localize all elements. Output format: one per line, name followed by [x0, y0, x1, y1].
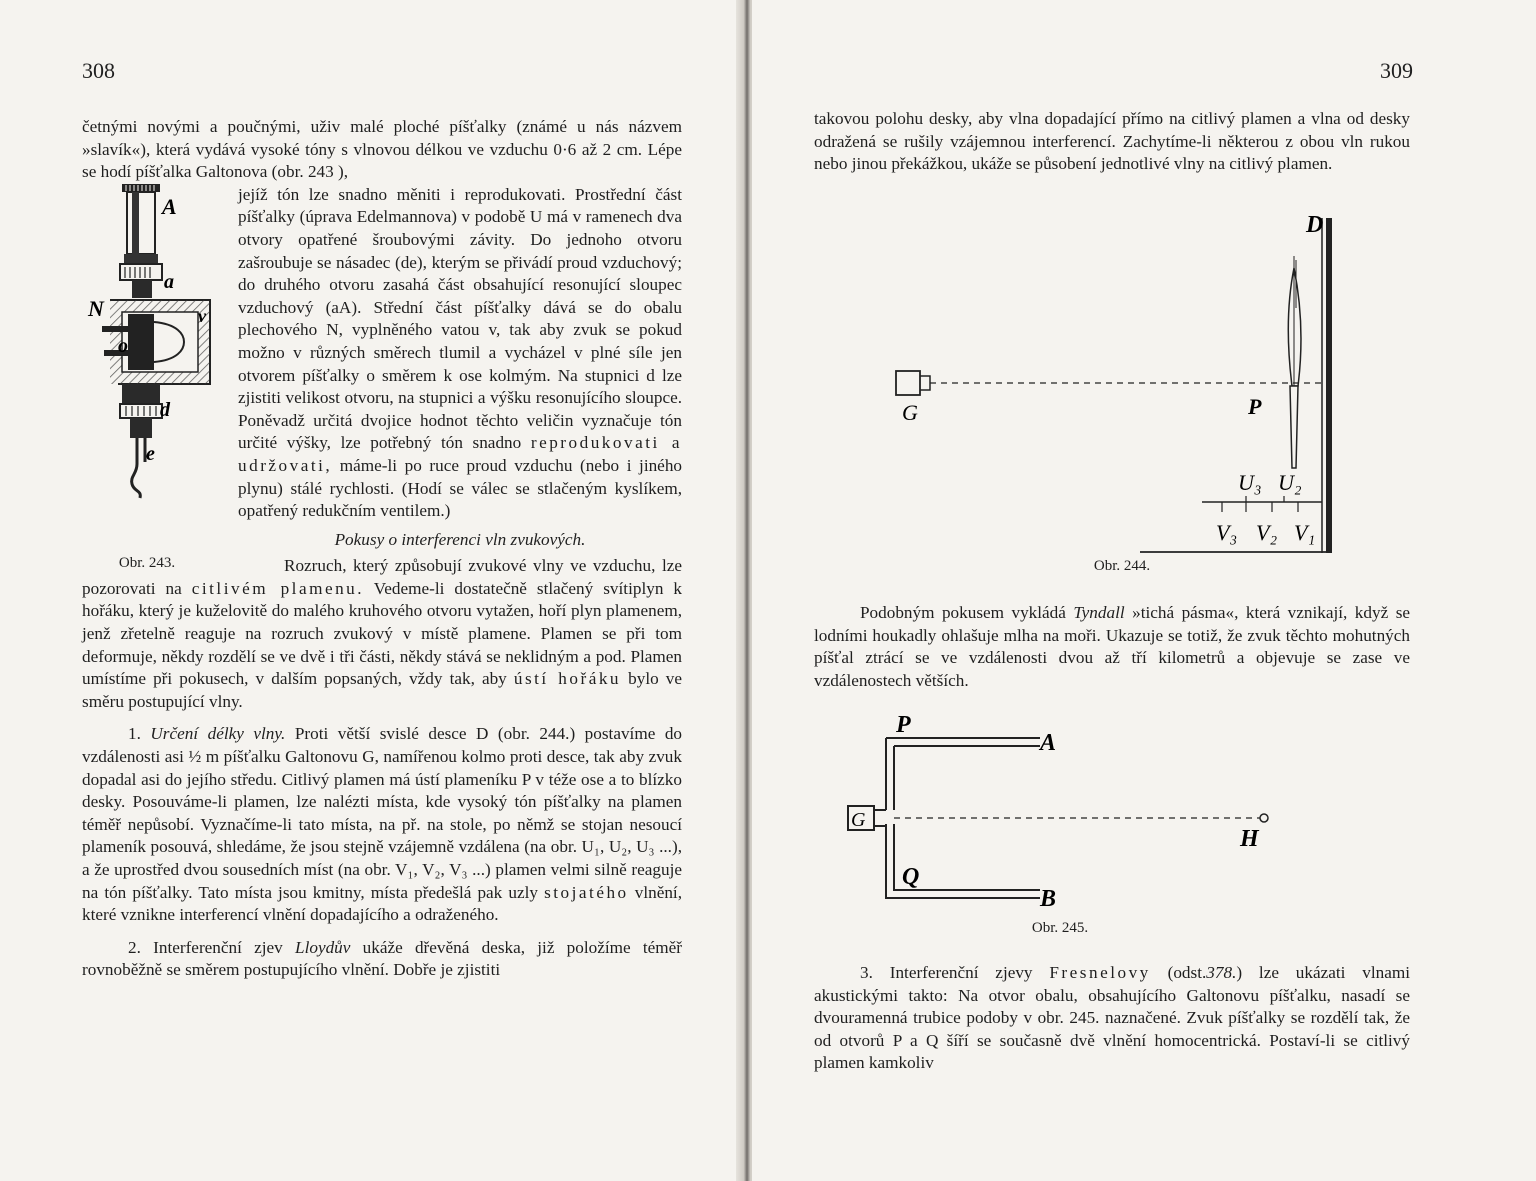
- right-p3-b: (odst.: [1167, 963, 1207, 982]
- right-p2-name: Tyndall: [1073, 603, 1125, 622]
- section-title: Pokusy o interferenci vln zvukových.: [334, 529, 586, 549]
- left-p3-num: 1.: [128, 724, 141, 744]
- label-H-245: H: [1240, 826, 1259, 852]
- figure-245-caption: Obr. 245.: [1031, 920, 1089, 936]
- left-p4-lead: Interferenční zjev: [153, 937, 283, 957]
- standing-wave-setup-drawing: [882, 208, 1352, 553]
- right-p2-b: »tichá pásma«, která vznikají, když se lodními houkadly ohlašuje mlha na moři. Ukazuje se totiž, že zvuk těchto mohutných píšťal ztrácí se ve vzdálenosti dvou až tří kilometrů a objevuje se zase ve vzdálenostech větších.: [814, 603, 1411, 690]
- right-paragraph-1-block: [814, 108, 1410, 176]
- label-U3: U₃: [1238, 470, 1262, 495]
- label-P: P: [1248, 394, 1262, 419]
- left-p3-text: Proti větší svislé desce D (obr. 244.) postavíme do vzdálenosti asi ½ m píšťalku Galtonovu G, namířenou kolmo proti desce, tak aby zvuk dopadal asi do jejího středu. Citlivý plamen má ústí plameníku P v téže ose a to blízko desky. Posouváme-li plamen, lze nalézti místa, kde vysoký tón píšťalky na plamen téměř nepůsobí. Vyznačíme-li tato místa, na př. na stole, po němž se stojan nesoucí plameník posouvá, shledáme, že jsou stejně vzájemně vzdálena (na obr. U₁, U₂, U₃ ...), a že uprostřed dvou sousedních míst (na obr. V₁, V₂, V₃ ...) plamen velmi silně reaguje na tón píšťalky. Tato místa jsou kmitny, místa předešlá pak uzly: [82, 724, 683, 902]
- left-text-block: [82, 116, 682, 982]
- label-V3: V₃: [1216, 520, 1238, 545]
- label-D: D: [1306, 212, 1324, 238]
- right-p3-a: 3. Interferenční zjevy: [860, 963, 1033, 982]
- left-p3-spaced: stojatého: [544, 882, 629, 902]
- label-V2: V₂: [1256, 520, 1278, 545]
- label-d: d: [160, 398, 170, 421]
- left-p2-c: bylo ve směru postupující vlny.: [82, 669, 682, 711]
- left-paragraph-1-wrap: jejíž tón lze snadno měniti i reprodukovati. Prostřední část píšťalky (úprava Edelmannova) v podobě U má v ramenech dva otvory opatřené šroubovými závity. Do jednoho otvoru zašroubuje se násadec (de), kterým se přivádí proud vzduchový; do druhého otvoru zasahá část obsahující resonující sloupec vzduchový (aA). Střední část píšťalky dává se do obalu plechového N, vyplněného vatou v, tak aby zvuk se pokud možno v různých směrech tlumil a vycházel v plné síle jen otvorem píšťalky o směrem k ose kolmým. Na stupnici d lze zjistiti velikost otvoru, na stupnici a výšku resonujícího sloupce. Poněvadž určitá dvojice hodnot těchto veličin vyznačuje tón určité výšky, lze potřebný tón snadno: [238, 184, 682, 453]
- right-p3-spaced: Fresnelovy: [1049, 963, 1151, 982]
- left-spaced-reproduce: reprodukovati a udržovati,: [238, 433, 683, 475]
- label-P-245: P: [896, 712, 911, 738]
- galton-whistle-drawing: [82, 184, 234, 559]
- right-page: [752, 0, 1536, 1181]
- left-p2-b: Vedeme-li dostatečně stlačený svítiplyn k hořáku, který je kuželovitě do malého kruhového otvoru vytažen, hoří plyn plamenem, jenž zřetelně reaguje na rozruch zvukový v místě plamene. Plamen se při tom deformuje, někdy rozdělí se ve dvě i tři části, někdy stává se neklidným a pod. Plamen umístíme při pokusech, v dalším popsaných, vždy tak, aby: [82, 578, 683, 689]
- figure-244: [882, 208, 1352, 580]
- label-A-245: A: [1040, 730, 1057, 756]
- label-V1: V₁: [1294, 520, 1316, 545]
- fresnel-tube-drawing: [840, 712, 1360, 917]
- left-p3-title: Určení délky vlny.: [150, 724, 286, 744]
- figure-244-caption: Obr. 244.: [1093, 558, 1151, 574]
- right-p3-c: ) lze ukázati vlnami akustickými takto: Na otvor obalu, obsahujícího Galtonovu píšťalku, nasadí se dvouramenná trubice podoby v obr. 245. naznačené. Zvuk píšťalky se rozdělí tak, že od otvorů P a Q šíří se současně dvě vlnění homocentrická. Postaví-li se citlivý plamen kamkoliv: [814, 963, 1410, 1073]
- left-p3-after: vlnění, které vznikne interferencí vlnění dopadajícího a odraženého.: [82, 882, 683, 925]
- label-G: G: [902, 400, 918, 425]
- left-paragraph-1-after: máme-li po ruce proud vzduchu (nebo i jiného plynu) stálé rychlosti. (Hodí se válec se stlačeným kyslíkem, opatřený redukčním ventilem.): [238, 455, 683, 521]
- figure-245: [840, 712, 1360, 942]
- figure-243-caption: Obr. 243.: [118, 554, 176, 571]
- label-A: A: [162, 193, 177, 219]
- right-paragraph-3-block: [814, 962, 1410, 1075]
- left-p2-spaced2: ústí hořáku: [513, 669, 622, 689]
- left-p4-name: Lloydův: [295, 937, 351, 957]
- right-p3-ref: 378.: [1206, 963, 1237, 982]
- left-p4-num: 2.: [128, 937, 141, 957]
- label-e: e: [146, 442, 155, 465]
- label-Q-245: Q: [902, 864, 920, 890]
- right-paragraph-2-block: [814, 602, 1410, 692]
- page-number-right: 309: [1380, 58, 1413, 83]
- left-p4-text: ukáže dřevěná deska, již položíme téměř rovnoběžně se směrem postupujícího vlnění. Dobře je zjistiti: [82, 937, 683, 980]
- label-a: a: [164, 270, 174, 293]
- right-p2-a: Podobným pokusem vykládá: [860, 603, 1066, 622]
- label-v: v: [198, 305, 206, 326]
- label-G-245: G: [851, 809, 866, 831]
- left-page: [0, 0, 745, 1181]
- left-p2-spaced: citlivém plamenu.: [191, 578, 365, 598]
- left-paragraph-1-top: četnými novými a poučnými, uživ malé ploché píšťalky (známé u nás názvem »slavík«), která vydává vysoké tóny s vlnovou délkou ve vzduchu 0·6 až 2 cm. Lépe se hodí píšťalka Galtonova (obr. 243 ),: [82, 117, 682, 182]
- figure-243: [82, 184, 234, 571]
- label-o: o: [118, 334, 128, 357]
- left-p2-a: Rozruch, který způsobují zvukové vlny ve vzduchu, lze pozorovati na: [82, 556, 682, 598]
- right-paragraph-1: takovou polohu desky, aby vlna dopadající přímo na citlivý plamen a vlna od desky odražená se rušily vzájemnou interferencí. Zachytíme-li některou z obou vln rukou nebo jinou překážkou, ukáže se působení jednotlivé vlny na citlivý plamen.: [814, 109, 1410, 174]
- label-U2: U₂: [1278, 470, 1302, 495]
- label-B-245: B: [1040, 886, 1057, 912]
- page-number-left: 308: [82, 58, 115, 83]
- label-N: N: [88, 295, 104, 321]
